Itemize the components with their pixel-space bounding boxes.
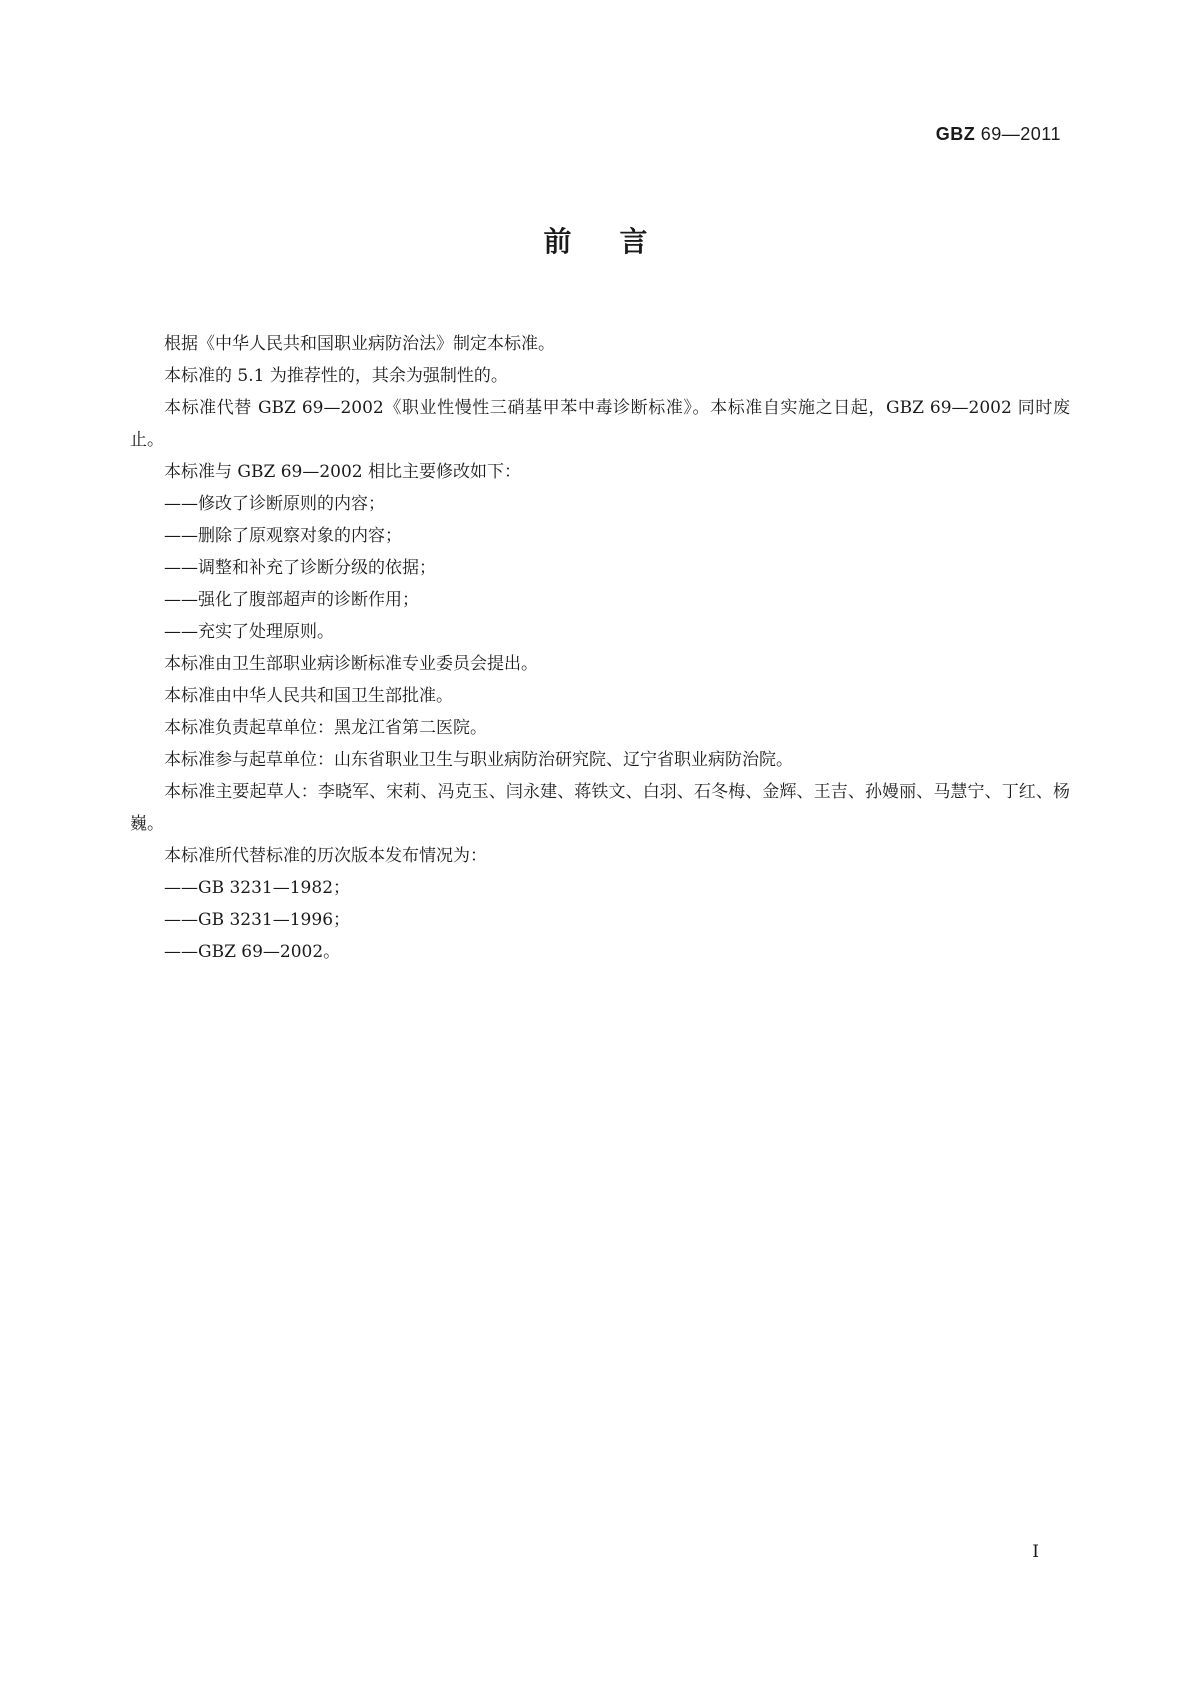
page-title: 前言	[543, 225, 696, 258]
paragraph-history-intro: 本标准所代替标准的历次版本发布情况为：	[164, 846, 487, 866]
paragraph-participating-drafters: 本标准参与起草单位：山东省职业卫生与职业病防治研究院、辽宁省职业病防治院。	[164, 750, 793, 770]
change-item: ——调整和补充了诊断分级的依据；	[164, 558, 436, 578]
change-item: ——强化了腹部超声的诊断作用；	[164, 590, 419, 610]
paragraph-lead-drafter: 本标准负责起草单位：黑龙江省第二医院。	[164, 718, 487, 738]
document-code-number: 69—2011	[980, 124, 1061, 144]
paragraph-main-drafters: 本标准主要起草人：李晓军、宋莉、冯克玉、闫永建、蒋铁文、白羽、石冬梅、金辉、王吉、孙嫚丽、马慧宁、丁红、杨巍。	[130, 782, 1070, 834]
history-item: ——GBZ 69—2002。	[164, 942, 341, 962]
paragraph-changes-intro: 本标准与 GBZ 69—2002 相比主要修改如下：	[164, 462, 521, 482]
change-item: ——修改了诊断原则的内容；	[164, 494, 385, 514]
paragraph-replacement: 本标准代替 GBZ 69—2002《职业性慢性三硝基甲苯中毒诊断标准》。本标准自实施之日起，GBZ 69—2002 同时废止。	[130, 398, 1070, 450]
paragraph-legal-basis: 根据《中华人民共和国职业病防治法》制定本标准。	[164, 334, 555, 354]
change-item: ——删除了原观察对象的内容；	[164, 526, 402, 546]
preface-body	[130, 328, 1070, 968]
document-code	[936, 124, 1061, 145]
paragraph-mandatory-scope: 本标准的 5.1 为推荐性的，其余为强制性的。	[164, 366, 508, 386]
paragraph-approver: 本标准由中华人民共和国卫生部批准。	[164, 686, 453, 706]
history-item: ——GB 3231—1982；	[164, 878, 351, 898]
paragraph-proposer: 本标准由卫生部职业病诊断标准专业委员会提出。	[164, 654, 538, 674]
document-code-prefix: GBZ	[935, 124, 976, 144]
change-item: ——充实了处理原则。	[164, 622, 334, 642]
history-item: ——GB 3231—1996；	[164, 910, 351, 930]
page-number: I	[1032, 1542, 1039, 1562]
